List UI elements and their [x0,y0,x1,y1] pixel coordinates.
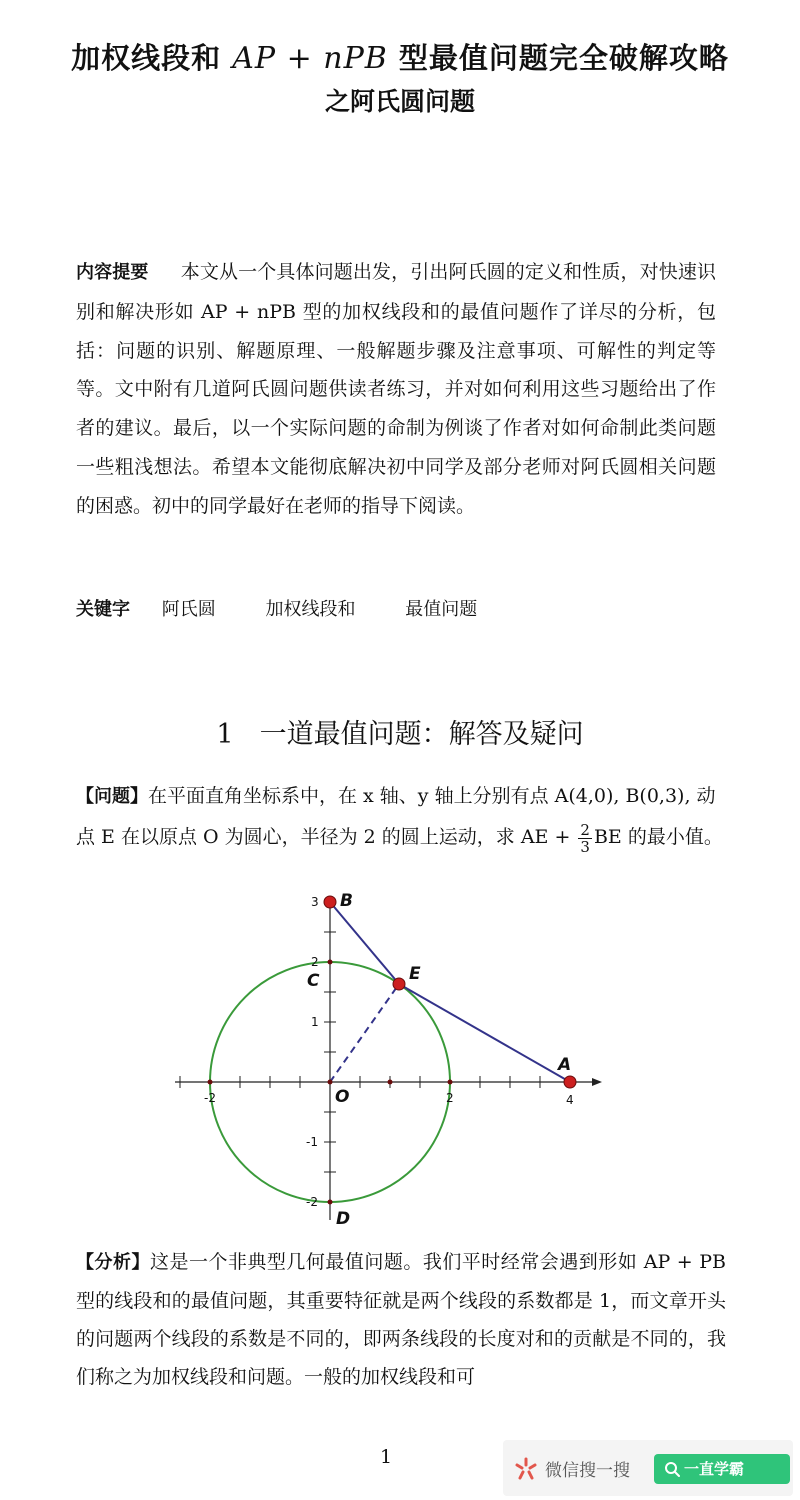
wechat-search-button-label: 一直学霸 [684,1460,745,1478]
abstract-text: 本文从一个具体问题出发，引出阿氏圆的定义和性质，对快速识别和解决形如 AP + nPB 型的加权线段和的最值问题作了详尽的分析，包括：问题的识别、解题原理、一般解题步骤及注意事项、可解性的判定等等。文中附有几道阿氏圆问题供读者练习，并对如何利用这些习题给出了作者的建议。最后，以一个实际问题的命制为例谈了作者对如何命制此类问题一些粗浅想法。希望本文能彻底解决初中同学及部分老师对阿氏圆相关问题的困惑。初中的同学最好在老师的指导下阅读。 [76,261,716,517]
keyword-item: 最值问题 [405,599,478,620]
wechat-search-button[interactable] [654,1454,790,1484]
analysis-paragraph [76,1243,726,1396]
point-x2 [448,1080,453,1085]
label-A: A [558,1055,572,1075]
label-E: E [409,964,421,984]
segment-OE [330,984,399,1082]
x-tick-label: 2 [446,1091,454,1105]
y-tick-label: 3 [311,895,319,909]
title-math: AP + nPB [232,41,388,76]
keyword-item: 加权线段和 [265,599,356,620]
section-title: 一道最值问题：解答及疑问 [259,719,584,750]
abstract [76,253,716,526]
x-tick-label: 4 [566,1093,574,1107]
label-O: O [335,1087,350,1107]
fraction [578,822,592,855]
keyword-item: 阿氏圆 [161,599,216,620]
problem-statement [76,776,726,857]
problem-text-1: 在平面直角坐标系中，在 x 轴、y 轴上分别有点 A(4,0), B(0,3), 动点 E 在以原点 O 为圆心，半径为 2 的圆上运动，求 AE + [76,785,716,848]
wechat-search-text: 微信搜一搜 [545,1461,630,1481]
segment-EA [399,984,570,1082]
point-B [324,896,336,908]
y-tick-label: 2 [311,955,319,969]
document-title-line2: 之阿氏圆问题 [324,87,475,116]
y-tick-label: 1 [311,1015,319,1029]
fraction-numerator: 2 [580,820,590,839]
section-number: 1 [216,719,234,750]
point-A [564,1076,576,1088]
keywords [76,595,477,621]
point-E [393,978,405,990]
point-D [328,1200,333,1205]
analysis-text: 这是一个非典型几何最值问题。我们平时经常会遇到形如 AP + PB 型的线段和的最值问题，其重要特征就是两个线段的系数都是 1，而文章开头的问题两个线段的系数是不同的，即两条线段的长度对和的贡献是不同的，我们称之为加权线段和问题。一般的加权线段和可 [76,1251,727,1388]
analysis-label: 【分析】 [76,1252,150,1273]
fraction-denominator: 3 [580,837,590,856]
problem-label: 【问题】 [76,786,148,807]
point-O [328,1080,333,1085]
wechat-search-icon [513,1456,539,1482]
page-number: 1 [379,1446,393,1468]
label-D: D [336,1209,351,1229]
title-suffix: 型最值问题完全破解攻略 [387,41,729,75]
x-tick-label: -2 [204,1091,216,1105]
y-tick-label: -1 [306,1135,318,1149]
x-axis-arrow [592,1078,602,1086]
label-B: B [340,891,353,911]
label-C: C [307,971,320,991]
point-x-2 [208,1080,213,1085]
y-tick-label: -2 [306,1195,318,1209]
segment-BE [330,902,399,984]
point-x1 [388,1080,393,1085]
title-prefix: 加权线段和 [71,41,233,75]
geometry-figure [160,880,620,1235]
problem-text-2: BE 的最小值。 [593,826,723,848]
point-C [328,960,333,965]
wechat-search-watermark[interactable] [503,1440,793,1496]
search-icon [664,1461,680,1477]
section-heading [0,712,800,751]
keywords-label: 关键字 [76,599,130,620]
abstract-label: 内容提要 [76,262,149,283]
document-title-line1 [0,36,800,77]
